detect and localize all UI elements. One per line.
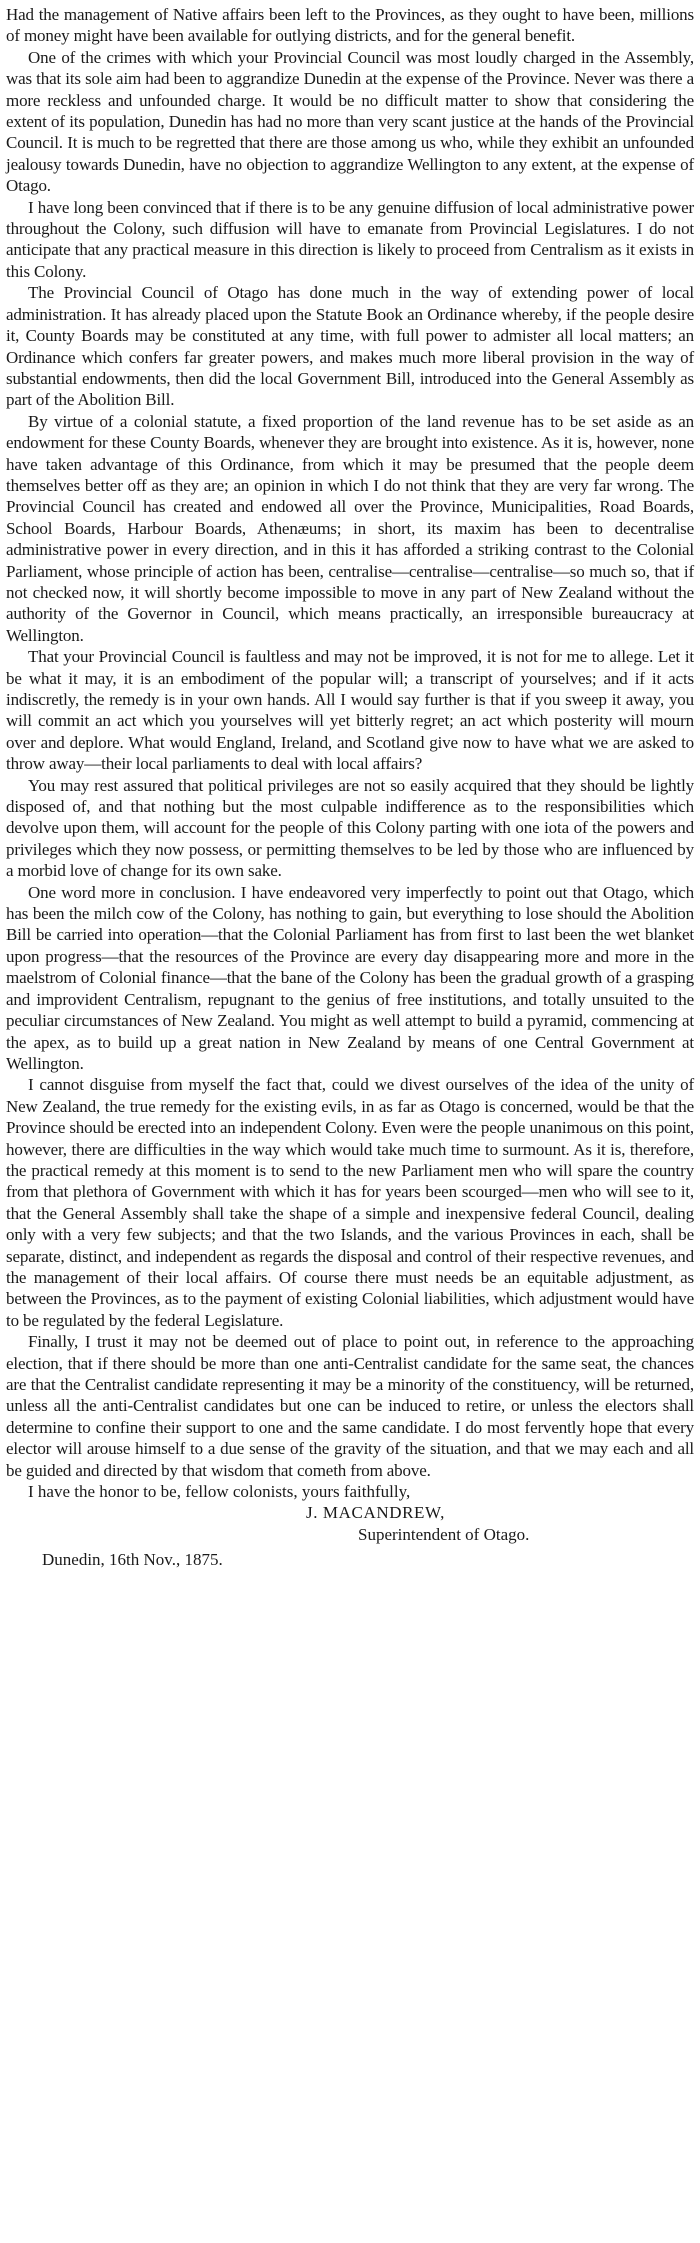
letter-paragraph: The Provincial Council of Otago has done much in the way of extending power of local administration. It has already placed upon the Statute Book an Ordinance whereby, if the people desire it, County Boards may be constituted at any time, with full power to admister all local matters; an Ordinance which confers far greater powers, and makes much more liberal provision in the way of substantial endowments, then did the local Government Bill, introduced into the General Assembly as part of the Abolition Bill. — [6, 283, 694, 410]
letter-paragraph: You may rest assured that political privileges are not so easily acquired that they should be lightly disposed of, and that nothing but the most culpable indifference as to the responsibilities which devolve upon them, will account for the people of this Colony parting with one iota of the powers and privileges which they now possess, or permitting themselves to be led by those who are influenced by a morbid love of change for its own sake. — [6, 775, 694, 881]
signature-title: Superintendent of Otago. — [358, 1524, 530, 1544]
letter-paragraph: By virtue of a colonial statute, a fixed proportion of the land revenue has to be set aside as an endowment for these County Boards, whenever they are brought into existence. As it is, however, none have taken advantage of this Ordinance, from which it may be presumed that the people deem themselves better off as they are; an opinion in which I do not think that they are very far wrong. The Provincial Council has created and endowed all over the Province, Municipalities, Road Boards, School Boards, Harbour Boards, Athenæums; in short, its maxim has been to decentralise administrative power in every direction, and in this it has afforded a striking contrast to the Colonial Parliament, whose principle of action has been, centralise—centralise—centralise—so much so, that if not checked now, it will shortly become impossible to move in any part of New Zealand without the authority of the Governor in Council, which means practically, an irresponsible bureaucracy at Wellington. — [6, 411, 694, 645]
letter-paragraph: That your Provincial Council is faultless and may not be improved, it is not for me to allege. Let it be what it may, it is an embodiment of the popular will; a transcript of yourselves; and if it acts indiscretly, the remedy is in your own hands. All I would say further is that if you sweep it away, you will commit an act which you yourselves will yet bitterly regret; an act which posterity will mourn over and deplore. What would England, Ireland, and Scotland give now to have what we are asked to throw away—their local parliaments to deal with local affairs? — [6, 647, 694, 774]
dateline: Dunedin, 16th Nov., 1875. — [42, 1550, 223, 1570]
closing-line: I have the honor to be, fellow colonists, yours faithfully, — [28, 1482, 411, 1502]
letter-paragraph: Finally, I trust it may not be deemed out of place to point out, in reference to the approaching election, that if there should be more than one anti-Centralist candidate for the same seat, the chances are that the Centralist candidate representing it may be a minority of the constituency, will be returned, unless all the anti-Centralist candidates but one can be induced to retire, or unless the electors shall determine to confine their support to one and the same candidate. I do most fervently hope that every elector will arouse himself to a due sense of the gravity of the situation, and that we may each and all be guided and directed by that wisdom that cometh from above. — [6, 1332, 694, 1480]
signature-name: J. MACANDREW, — [306, 1503, 445, 1523]
letter-paragraph: One of the crimes with which your Provincial Council was most loudly charged in the Assembly, was that its sole aim had been to aggrandize Dunedin at the expense of the Province. Never was there a more reckless and unfounded charge. It would be no difficult matter to show that considering the extent of its population, Dunedin has had no more than very scant justice at the hands of the Provincial Council. It is much to be regretted that there are those among us who, while they exhibit an unfounded jealousy towards Dunedin, have no objection to aggrandize Wellington to any extent, at the expense of Otago. — [6, 47, 694, 196]
letter-paragraph: One word more in conclusion. I have endeavored very imperfectly to point out that Otago, which has been the milch cow of the Colony, has nothing to gain, but everything to lose should the Abolition Bill be carried into operation—that the Colonial Parliament has from first to last been the wet blanket upon progress—that the resources of the Province are every day disappearing more and more in the maelstrom of Colonial finance—that the bane of the Colony has been the gradual growth of a grasping and improvident Centralism, repugnant to the genius of free institutions, and totally unsuited to the peculiar circumstances of New Zealand. You might as well attempt to build a pyramid, commencing at the apex, as to build up a great nation in New Zealand by means of one Central Government at Wellington. — [6, 882, 694, 1073]
letter-paragraph: Had the management of Native affairs been left to the Provinces, as they ought to have been, millions of money might have been available for outlying districts, and for the general benefit. — [6, 5, 694, 46]
letter-paragraph: I have long been convinced that if there is to be any genuine diffusion of local administrative power throughout the Colony, such diffusion will have to emanate from Provincial Legislatures. I do not anticipate that any practical measure in this direction is likely to proceed from Centralism as it exists in this Colony. — [6, 197, 694, 281]
letter-paragraph: I cannot disguise from myself the fact that, could we divest ourselves of the idea of the unity of New Zealand, the true remedy for the existing evils, in as far as Otago is concerned, would be that the Province should be erected into an independent Colony. Even were the people unanimous on this point, however, there are difficulties in the way which would take much time to surmount. As it is, therefore, the practical remedy at this moment is to send to the new Parliament men who will spare the country from that plethora of Government with which it has for years been scourged—men who will see to it, that the General Assembly shall take the shape of a simple and inexpensive federal Council, dealing only with a very few subjects; and that the two Islands, and the various Provinces in each, shall be separate, distinct, and independent as regards the disposal and control of their respective revenues, and the management of their local affairs. Of course there must needs be an equitable adjustment, as between the Provinces, as to the payment of existing Colonial liabilities, which adjustment would have to be regulated by the federal Legislature. — [6, 1075, 694, 1330]
